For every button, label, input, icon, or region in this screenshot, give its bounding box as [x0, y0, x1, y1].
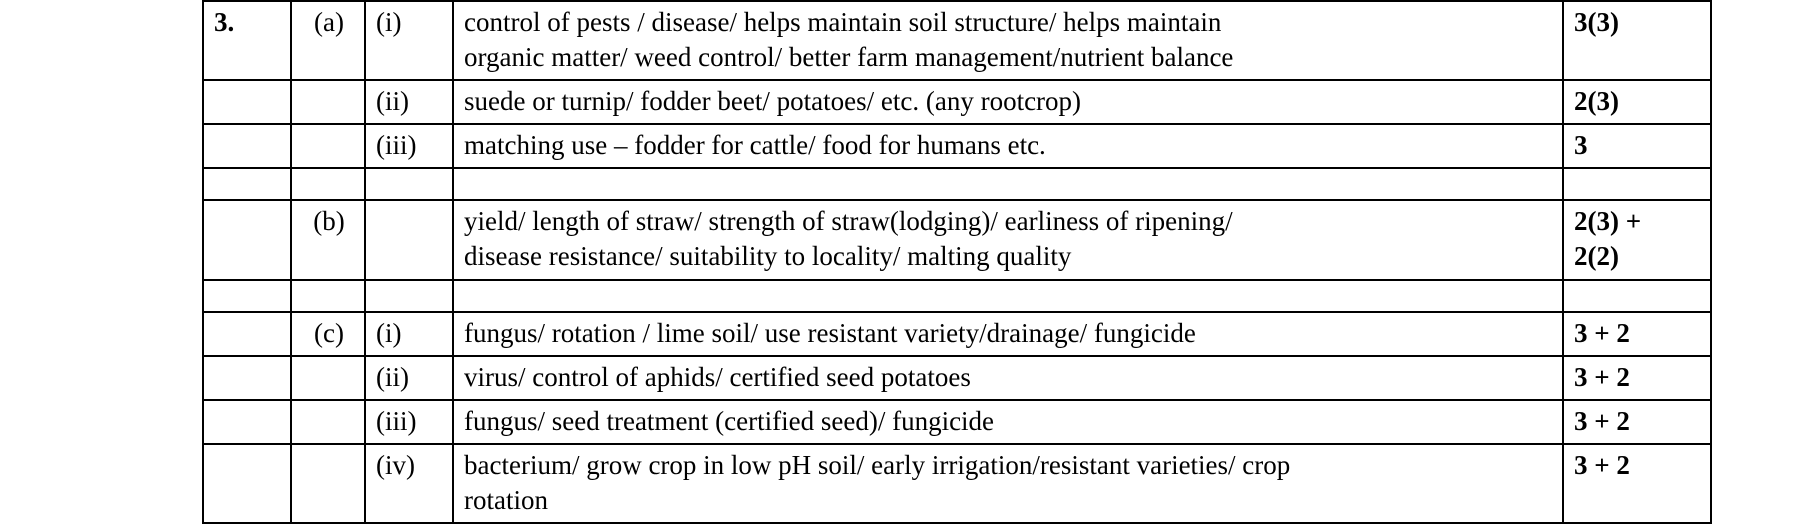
marks-cell [1563, 200, 1711, 279]
table-row [203, 1, 1711, 80]
subpart-cell: (iv) [365, 444, 453, 523]
marks-cell: 3(3) [1563, 1, 1711, 80]
subpart-cell [365, 200, 453, 279]
marks-cell: 2(3) [1563, 80, 1711, 124]
question-number-cell [203, 280, 291, 312]
table-row [203, 312, 1711, 356]
part-cell [291, 280, 365, 312]
subpart-cell: (iii) [365, 400, 453, 444]
part-cell [291, 80, 365, 124]
question-number-cell [203, 356, 291, 400]
answer-cell [453, 80, 1563, 124]
table-row [203, 80, 1711, 124]
subpart-cell: (ii) [365, 356, 453, 400]
answer-cell [453, 1, 1563, 80]
part-cell: (a) [291, 1, 365, 80]
answer-line: fungus/ seed treatment (certified seed)/ fungicide [464, 405, 995, 436]
answer-cell [453, 356, 1563, 400]
answer-line: bacterium/ grow crop in low pH soil/ early irrigation/resistant varieties/ crop [464, 449, 1291, 480]
subpart-cell: (ii) [365, 80, 453, 124]
question-number-cell [203, 168, 291, 200]
table-row-spacer [203, 168, 1711, 200]
answer-line: suede or turnip/ fodder beet/ potatoes/ etc. (any rootcrop) [464, 86, 1082, 117]
marks-cell [1563, 168, 1711, 200]
answer-line: fungus/ rotation / lime soil/ use resistant variety/drainage/ fungicide [464, 317, 1196, 348]
marks-cell: 3 + 2 [1563, 312, 1711, 356]
answer-cell [453, 168, 1563, 200]
marks-cell: 3 + 2 [1563, 356, 1711, 400]
marking-scheme-table-wrapper [202, 0, 1710, 524]
answer-line: virus/ control of aphids/ certified seed potatoes [464, 361, 971, 392]
answer-cell [453, 444, 1563, 523]
subpart-cell: (i) [365, 1, 453, 80]
table-row [203, 444, 1711, 523]
answer-cell [453, 312, 1563, 356]
marks-line: 2(2) [1574, 241, 1619, 272]
question-number-cell [203, 80, 291, 124]
question-number-cell: 3. [203, 1, 291, 80]
question-number-cell [203, 312, 291, 356]
answer-cell [453, 200, 1563, 279]
part-cell [291, 400, 365, 444]
subpart-cell [365, 168, 453, 200]
table-row-spacer [203, 280, 1711, 312]
part-cell: (c) [291, 312, 365, 356]
part-cell [291, 444, 365, 523]
part-cell [291, 168, 365, 200]
answer-cell [453, 400, 1563, 444]
answer-line: rotation [464, 484, 548, 515]
answer-line: matching use – fodder for cattle/ food for humans etc. [464, 130, 1046, 161]
answer-line: control of pests / disease/ helps maintain soil structure/ helps maintain [464, 7, 1222, 37]
table-row [203, 400, 1711, 444]
question-number-cell [203, 124, 291, 168]
subpart-cell [365, 280, 453, 312]
table-row [203, 356, 1711, 400]
marks-cell: 3 [1563, 124, 1711, 168]
marks-cell [1563, 280, 1711, 312]
table-row [203, 200, 1711, 279]
answer-cell [453, 280, 1563, 312]
subpart-cell: (i) [365, 312, 453, 356]
question-number-cell [203, 400, 291, 444]
answer-cell [453, 124, 1563, 168]
marks-cell: 3 + 2 [1563, 444, 1711, 523]
question-number-cell [203, 444, 291, 523]
part-cell [291, 124, 365, 168]
marks-cell: 3 + 2 [1563, 400, 1711, 444]
answer-line: disease resistance/ suitability to locality/ malting quality [464, 241, 1072, 272]
part-cell [291, 356, 365, 400]
table-row [203, 124, 1711, 168]
marks-line: 2(3) + [1574, 206, 1642, 237]
subpart-cell: (iii) [365, 124, 453, 168]
marking-scheme-table [202, 0, 1712, 524]
answer-line: organic matter/ weed control/ better farm management/nutrient balance [464, 42, 1234, 73]
part-cell: (b) [291, 200, 365, 279]
answer-line: yield/ length of straw/ strength of straw(lodging)/ earliness of ripening/ [464, 206, 1233, 237]
question-number-cell [203, 200, 291, 279]
